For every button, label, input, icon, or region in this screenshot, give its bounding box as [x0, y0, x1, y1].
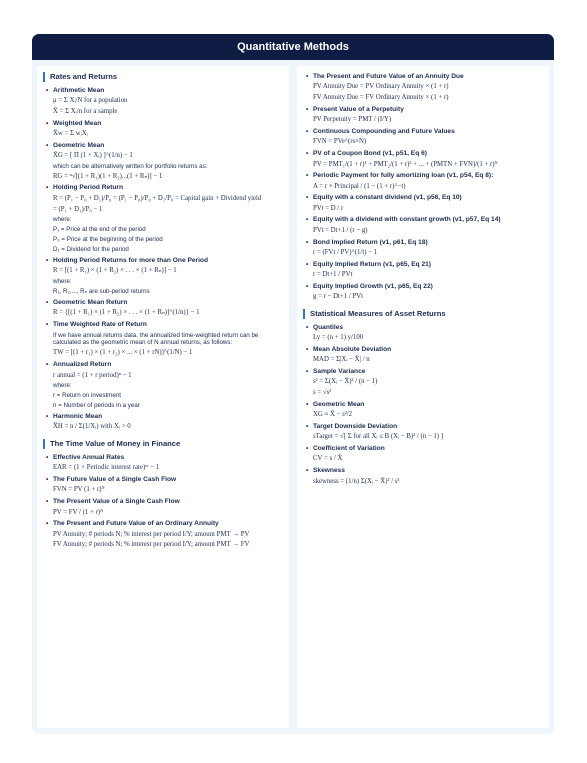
coefficient-of-variation-heading: • Coefficient of Variation: [303, 445, 543, 453]
equity-constant-dividend-heading: • Equity with a constant dividend (v1, p56, Eq 10): [303, 194, 543, 202]
arithmetic-mean-population-formula: μ = Σ Xᵢ/N for a population: [53, 97, 128, 105]
continuous-compounding-heading: • Continuous Compounding and Future Values: [303, 128, 543, 136]
holding-period-return-formula-alt: = (P₁ + D₁)/P₀ − 1: [53, 205, 103, 213]
annualized-return-formula: r annual = (1 + r period)ⁿ − 1: [53, 371, 132, 379]
geometric-mean-note: which can be alternatively written for portfolio returns as:: [53, 162, 208, 170]
equity-implied-return-heading: • Equity Implied Return (v1, p65, Eq 21): [303, 261, 543, 269]
holding-period-return-formula: R = (P₁ − P₀ + D₁)/P₀ = (P₁ − P₀)/P₀ + D₁/P₀ = Capital gain + Dividend yield: [53, 194, 262, 202]
page-title: Quantitative Methods: [32, 34, 554, 60]
mad-heading: • Mean Absolute Deviation: [303, 346, 543, 354]
holding-period-where: where:: [53, 216, 72, 224]
sample-variance-formula: s² = Σ(Xᵢ − X̄)² / (n − 1): [313, 378, 378, 386]
annuity-due-heading: • The Present and Future Value of an Annuity Due: [303, 73, 543, 81]
weighted-mean-formula: X̄w = Σ wᵢXᵢ: [53, 129, 88, 137]
time-weighted-return-heading: • Time Weighted Rate of Return: [43, 321, 283, 329]
geometric-mean-return-heading: • Geometric Mean Return: [43, 299, 283, 307]
formula-card: [32, 34, 554, 734]
harmonic-mean-formula: X̄H = n / Σ(1/Xᵢ) with Xᵢ > 0: [53, 423, 131, 431]
coupon-bond-heading: • PV of a Coupon Bond (v1, p51, Eq 6): [303, 150, 543, 158]
annualized-def-n: n = Number of periods in a year: [53, 402, 140, 410]
annuity-due-fv-formula: FV Annuity Due = FV Ordinary Annuity × (1 + r): [313, 94, 449, 102]
mad-formula: MAD = Σ|Xᵢ − X̄| / n: [313, 356, 370, 364]
continuous-compounding-formula: FVN = PVe^(rs×N): [313, 138, 367, 146]
left-column: [37, 66, 289, 728]
geometric-mean-approx-formula: XG ≈ X̄ − s²/2: [313, 411, 353, 419]
bond-implied-return-formula: r = (FVt / PV)^(1/t) − 1: [313, 249, 378, 256]
target-downside-deviation-heading: • Target Downside Deviation: [303, 423, 543, 431]
multi-period-def: R₁, R₂,..., Rₙ are sub-period returns: [53, 288, 150, 296]
effective-annual-rates-heading: • Effective Annual Rates: [43, 454, 283, 462]
right-column: [297, 66, 549, 728]
quantiles-heading: • Quantiles: [303, 324, 543, 332]
holding-period-return-heading: • Holding Period Return: [43, 184, 283, 192]
time-weighted-return-text: If we have annual returns data, the annualized time-weighted return can be calculated as the geometric mean of N annual returns, as follows:: [53, 331, 259, 347]
coefficient-of-variation-formula: CV = s / X̄: [313, 455, 343, 463]
holding-period-def-p0: P₀ = Price at the beginning of the period: [53, 236, 163, 244]
annualized-where: where:: [53, 382, 72, 390]
section-statistical-measures: Statistical Measures of Asset Returns: [303, 309, 543, 319]
amortizing-loan-heading: • Periodic Payment for fully amortizing loan (v1, p54, Eq 8):: [303, 172, 543, 180]
future-value-formula: FVN = PV (1 + r)ᴺ: [53, 486, 105, 494]
arithmetic-mean-sample-formula: X̄ = Σ Xᵢ/n for a sample: [53, 107, 118, 115]
ordinary-annuity-pv-formula: PV Annuity; # periods N; % interest per period I/Y; amount PMT → PV: [53, 530, 250, 538]
perpetuity-formula: PV Perpetuity = PMT / (I/Y): [313, 116, 392, 124]
annualized-return-heading: • Annualized Return: [43, 361, 283, 369]
sample-stddev-formula: s = √s²: [313, 389, 332, 397]
multi-period-where: where:: [53, 278, 72, 286]
skewness-formula: skewness = (1/n) Σ(Xᵢ − X̄)³ / s³: [313, 477, 400, 485]
equity-implied-return-formula: r = Dt+1 / PVt: [313, 271, 353, 279]
ordinary-annuity-heading: • The Present and Future Value of an Ordinary Annuity: [43, 520, 283, 528]
future-value-heading: • The Future Value of a Single Cash Flow: [43, 476, 283, 484]
perpetuity-heading: • Present Value of a Perpetuity: [303, 106, 543, 114]
target-downside-deviation-formula: sTarget = √[ Σ for all Xᵢ ≤ B (Xᵢ − B)² / (n − 1) ]: [313, 433, 444, 441]
sample-variance-heading: • Sample Variance: [303, 368, 543, 376]
equity-constant-dividend-formula: PVt = D / r: [313, 204, 344, 212]
present-value-heading: • The Present Value of a Single Cash Flow: [43, 498, 283, 506]
holding-period-def-d1: D₁ = Dividend for the period: [53, 246, 129, 254]
annualized-def-r: r = Return on investment: [53, 392, 121, 400]
arithmetic-mean-heading: • Arithmetic Mean: [43, 87, 283, 95]
geometric-mean-portfolio-formula: RG = ⁿ√[(1 + R₁)(1 + R₂)...(1 + Rₙ)] − 1: [53, 172, 163, 180]
multi-period-return-heading: • Holding Period Returns for more than One Period: [43, 257, 283, 265]
harmonic-mean-heading: • Harmonic Mean: [43, 413, 283, 421]
equity-constant-growth-heading: • Equity with a dividend with constant growth (v1, p57, Eq 14): [303, 216, 543, 224]
geometric-mean-return-formula: R = {[(1 + R₁) × (1 + R₂) × . . . × (1 + Rₙ)]^(1/n)} − 1: [53, 309, 200, 317]
holding-period-def-p1: P₁ = Price at the end of the period: [53, 226, 146, 234]
weighted-mean-heading: • Weighted Mean: [43, 120, 283, 128]
effective-annual-rates-formula: EAR = (1 + Periodic interest rate)ᵐ − 1: [53, 464, 160, 472]
coupon-bond-formula: PV = PMT₁/(1 + r)¹ + PMT₂/(1 + r)² + ... + (PMTN + FVN)/(1 + r)ᴺ: [313, 160, 498, 168]
amortizing-loan-formula: A = r × Principal / (1 − (1 + r)^−t): [313, 182, 406, 190]
geometric-mean-heading: • Geometric Mean: [43, 142, 283, 150]
section-rates-and-returns: Rates and Returns: [43, 72, 283, 82]
section-time-value-of-money: The Time Value of Money in Finance: [43, 439, 283, 449]
quantiles-formula: Ly = (n + 1) y/100: [313, 334, 364, 342]
equity-implied-growth-formula: g = r − Dt+1 / PVt: [313, 293, 364, 301]
present-value-formula: PV = FV / (1 + r)ᴺ: [53, 508, 104, 516]
equity-constant-growth-formula: PVt = Dt+1 / (r − g): [313, 226, 368, 234]
annuity-due-pv-formula: PV Annuity Due = PV Ordinary Annuity × (1 + r): [313, 83, 449, 91]
skewness-heading: • Skewness: [303, 467, 543, 475]
equity-implied-growth-heading: • Equity Implied Growth (v1, p65, Eq 22): [303, 283, 543, 291]
multi-period-return-formula: R = [(1 + R₁) × (1 + R₂) × . . . × (1 + Rₙ)] − 1: [53, 267, 177, 275]
ordinary-annuity-fv-formula: FV Annuity; # periods N; % interest per period I/Y; amount PMT → FV: [53, 541, 250, 549]
bond-implied-return-heading: • Bond Implied Return (v1, p61, Eq 18): [303, 239, 543, 247]
time-weighted-return-formula: TW = [(1 + r₁) × (1 + r₂) × ... × (1 + rN)]^(1/N) − 1: [53, 349, 193, 357]
geometric-mean-approx-heading: • Geometric Mean: [303, 401, 543, 409]
geometric-mean-formula: X̄G = [ Π (1 + Xᵢ) ]^(1/n) − 1: [53, 152, 133, 160]
